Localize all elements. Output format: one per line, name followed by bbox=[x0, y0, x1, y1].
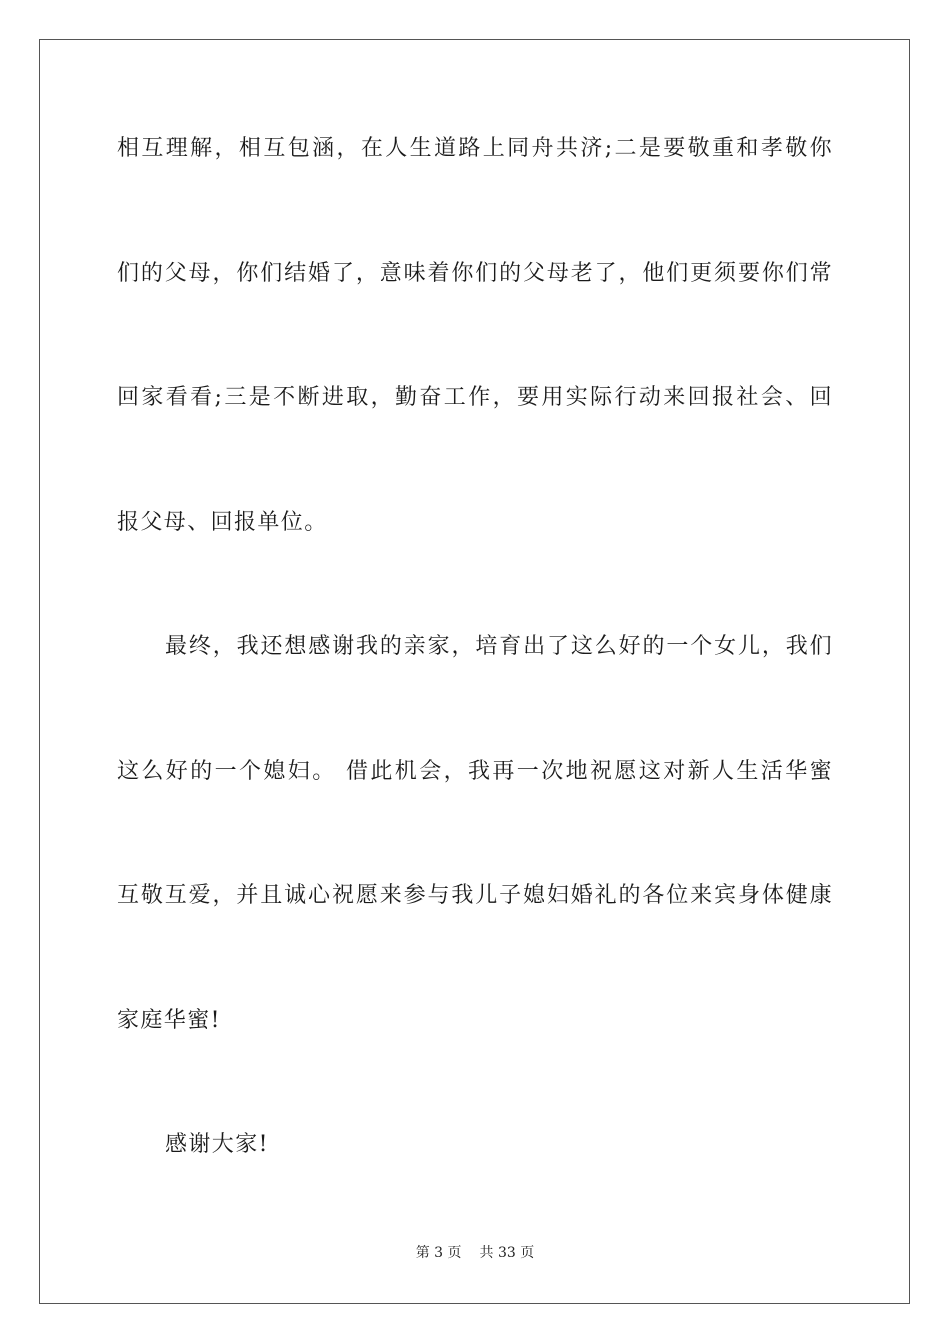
closing-line: 感谢大家! bbox=[165, 1132, 269, 1157]
paragraph-start-line: 最终，我还想感谢我的亲家，培育出了这么好的一个女儿，我们 bbox=[165, 634, 833, 659]
page-border bbox=[39, 39, 910, 1304]
body-line-3: 回家看看;三是不断进取，勤奋工作，要用实际行动来回报社会、回 bbox=[117, 385, 833, 410]
page-number: 第 3 页 bbox=[415, 1245, 462, 1261]
page-footer bbox=[0, 1243, 950, 1263]
total-pages: 共 33 页 bbox=[479, 1245, 535, 1261]
body-line-1: 相互理解，相互包涵，在人生道路上同舟共济;二是要敬重和孝敬你 bbox=[117, 136, 833, 161]
body-line-6: 这么好的一个媳妇。 借此机会，我再一次地祝愿这对新人生活华蜜 bbox=[117, 759, 833, 784]
body-line-4: 报父母、回报单位。 bbox=[117, 510, 328, 535]
body-line-8: 家庭华蜜! bbox=[117, 1008, 221, 1033]
body-line-7: 互敬互爱，并且诚心祝愿来参与我儿子媳妇婚礼的各位来宾身体健康 bbox=[117, 883, 833, 908]
body-line-2: 们的父母，你们结婚了，意味着你们的父母老了，他们更须要你们常 bbox=[117, 261, 833, 286]
